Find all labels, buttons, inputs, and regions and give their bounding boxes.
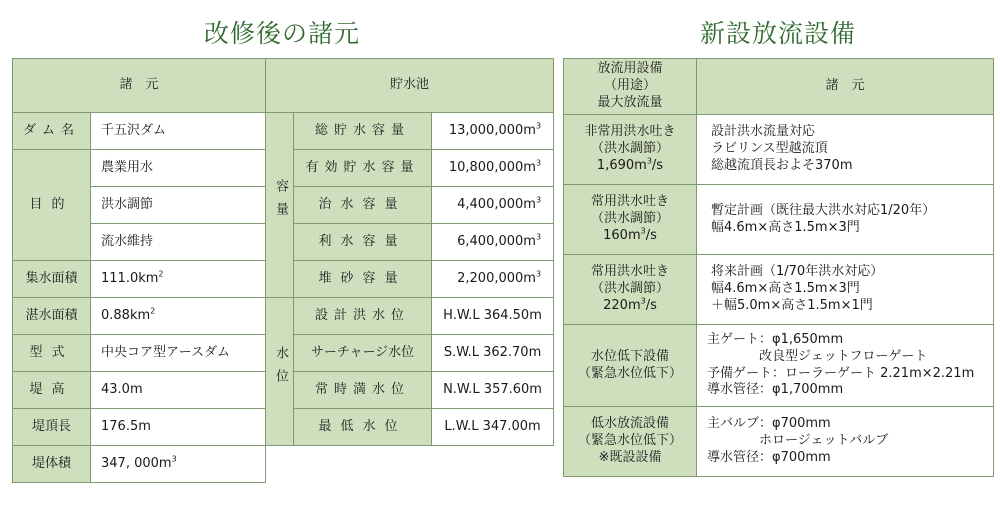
- row-value-type: 中央コア型アースダム: [91, 335, 266, 372]
- capacity-label: 堆砂容量: [294, 261, 432, 298]
- row-value-crest-length: 176.5m: [91, 409, 266, 446]
- outlet-spec: 暫定計画（既往最大洪水対応1/20年） 幅4.6m×高さ1.5m×3門: [697, 185, 994, 255]
- row-label-flooded-area: 湛水面積: [13, 298, 91, 335]
- capacity-value: $4,400,000m^3$: [432, 187, 554, 224]
- outlet-spec: 主バルブ：φ700mm ホロージェットバルブ 導水管径：φ700mm: [697, 407, 994, 477]
- right-title: 新設放流設備: [699, 19, 856, 48]
- purpose-item: 流水維持: [91, 224, 266, 261]
- header-specs-right: 諸 元: [697, 59, 994, 115]
- row-label-purpose: 目的: [13, 150, 91, 261]
- outlet-name: 低水放流設備 （緊急水位低下） ※既設設備: [564, 407, 697, 477]
- row-value-volume: 347, $000m^3$: [91, 446, 266, 483]
- capacity-value: $10,800,000m^3$: [432, 150, 554, 187]
- outlet-table: [563, 58, 994, 477]
- empty-cell: [266, 446, 554, 483]
- outlet-name: 常用洪水吐き （洪水調節） $160m^3/s$: [564, 185, 697, 255]
- capacity-label: 治水容量: [294, 187, 432, 224]
- level-group: [266, 298, 294, 446]
- outlet-spec: 設計洪水流量対応 ラビリンス型越流頂 総越流頂長およそ370m: [697, 115, 994, 185]
- row-label-crest-length: 堤頂長: [13, 409, 91, 446]
- outlet-spec: 主ゲート：φ1,650mm 改良型ジェットフローゲート 予備ゲート：ローラーゲート 2.21m×2.21m 導水管径：φ1,700mm: [697, 325, 994, 407]
- level-label: 設計洪水位: [294, 298, 432, 335]
- level-value: S.W.L 362.70m: [432, 335, 554, 372]
- capacity-value: $6,400,000m^3$: [432, 224, 554, 261]
- row-value-height: 43.0m: [91, 372, 266, 409]
- level-value: L.W.L 347.00m: [432, 409, 554, 446]
- header-reservoir: 貯水池: [266, 59, 554, 113]
- row-label-height: 堤高: [13, 372, 91, 409]
- row-value-catchment: $111.0km^2$: [91, 261, 266, 298]
- level-value: H.W.L 364.50m: [432, 298, 554, 335]
- level-label: サーチャージ水位: [294, 335, 432, 372]
- outlet-name: 常用洪水吐き （洪水調節） $220m^3/s$: [564, 255, 697, 325]
- capacity-group-label: 容量: [272, 179, 288, 226]
- purpose-item: 洪水調節: [91, 187, 266, 224]
- capacity-value: $13,000,000m^3$: [432, 113, 554, 150]
- outlet-name: 水位低下設備 （緊急水位低下）: [564, 325, 697, 407]
- capacity-label: 利水容量: [294, 224, 432, 261]
- capacity-label: 総貯水容量: [294, 113, 432, 150]
- capacity-label: 有効貯水容量: [294, 150, 432, 187]
- outlet-spec: 将来計画（1/70年洪水対応） 幅4.6m×高さ1.5m×3門 ＋幅5.0m×高さ1.5m×1門: [697, 255, 994, 325]
- row-value-dam-name: 千五沢ダム: [91, 113, 266, 150]
- specs-table: [12, 58, 554, 483]
- capacity-group: [266, 113, 294, 298]
- outlet-name: 非常用洪水吐き （洪水調節） $1,690m^3/s$: [564, 115, 697, 185]
- row-label-type: 型式: [13, 335, 91, 372]
- row-value-flooded-area: $0.88km^2$: [91, 298, 266, 335]
- row-label-catchment: 集水面積: [13, 261, 91, 298]
- level-value: N.W.L 357.60m: [432, 372, 554, 409]
- level-label: 常時満水位: [294, 372, 432, 409]
- left-title: 改修後の諸元: [203, 19, 360, 48]
- capacity-value: $2,200,000m^3$: [432, 261, 554, 298]
- level-label: 最低水位: [294, 409, 432, 446]
- purpose-item: 農業用水: [91, 150, 266, 187]
- row-label-dam-name: ダム名: [13, 113, 91, 150]
- row-label-volume: 堤体積: [13, 446, 91, 483]
- header-specs: 諸 元: [13, 59, 266, 113]
- level-group-label: 水位: [272, 345, 288, 392]
- header-outlet: 放流用設備 （用途） 最大放流量: [564, 59, 697, 115]
